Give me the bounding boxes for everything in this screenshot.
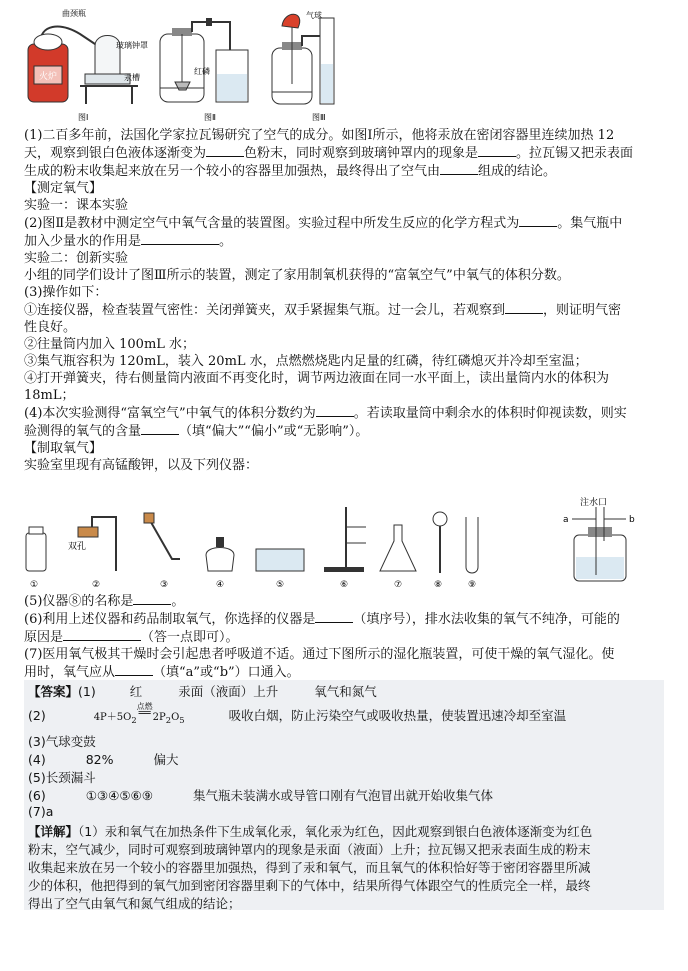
apparatus-number: ① — [30, 580, 39, 590]
detail-line-5: 得出了空气由氧气和氮气组成的结论； — [28, 896, 241, 911]
answer-1-value-1: 红 — [129, 684, 143, 699]
q1-line-1: (1)二百多年前，法国化学家拉瓦锡研究了空气的成分。如图Ⅰ所示，他将汞放在密闭容器里连续加热 12 — [24, 128, 615, 143]
fig1-caption: 图Ⅰ — [78, 113, 89, 122]
chemical-equation: $4P+5O_2$ 点燃 ══ $2P_2O_5$ — [93, 702, 185, 725]
label-double-hole: 双孔 — [68, 542, 87, 552]
answer-row-7: (7)a — [28, 804, 54, 819]
fig3-label-balloon: 气球 — [306, 11, 322, 20]
q2-line-1: (2)图Ⅱ是教材中测定空气中氧气含量的装置图。实验过程中所发生反应的化学方程式为 。集气瓶中 — [24, 216, 623, 231]
apparatus-3-tube — [144, 513, 180, 559]
fig2-label-phosphorus: 红磷 — [194, 67, 210, 76]
step-4-line-2: 18mL； — [24, 388, 75, 403]
apparatus-number: ⑦ — [394, 580, 403, 590]
step-3: ③集气瓶容积为 120mL，装入 20mL 水，点燃燃烧匙内足量的红磷，待红磷熄灭并冷却至室温； — [24, 354, 588, 369]
answer-label: 【答案】 — [28, 684, 79, 699]
make-intro: 实验室里现有高锰酸钾，以及下列仪器： — [24, 458, 259, 473]
q4-line-2: 验测得的氧气的含量 （填“偏大”“偏小”或“无影响”）。 — [24, 424, 369, 439]
section-measure-heading: 【测定氧气】 — [24, 181, 103, 196]
apparatus-numbers — [30, 580, 476, 590]
apparatus-number: ② — [92, 580, 101, 590]
answer-row-3: (3)气球变鼓 — [28, 734, 96, 749]
exp2-intro: 小组的同学们设计了图Ⅲ所示的装置，测定了家用制氧机获得的“富氧空气”中氧气的体积分数。 — [24, 268, 570, 283]
answer-blank[interactable] — [63, 628, 141, 641]
answer-blank[interactable] — [141, 232, 219, 245]
answer-blank[interactable] — [505, 301, 543, 314]
step-1-line-2: 性良好。 — [24, 320, 77, 335]
question-block-1 — [24, 127, 664, 474]
fig1-label-flask: 曲颈瓶 — [62, 9, 86, 18]
figures-row — [20, 4, 680, 124]
fig3-caption: 图Ⅲ — [312, 113, 326, 122]
q6-line-1: (6)利用上述仪器和药品制取氧气，你选择的仪器是 （填序号），排水法收集的氧气不纯净，可能的 — [24, 612, 620, 627]
fig1-label-trough: 汞槽 — [124, 73, 140, 82]
q3-title: (3)操作如下： — [24, 285, 108, 300]
exp1-title: 实验一：课本实验 — [24, 198, 129, 213]
answer-blank[interactable] — [115, 663, 153, 676]
apparatus-9-test-tube — [466, 517, 478, 573]
apparatus-number: ⑤ — [276, 580, 285, 590]
step-1-line-1: ①连接仪器，检查装置气密性：关闭弹簧夹，双手紧握集气瓶。过一会儿，若观察到 ，则证明气密 — [24, 303, 622, 318]
answer-blank[interactable] — [206, 144, 244, 157]
q7-line-2: 用时，氧气应从 （填“a”或“b”）口通入。 — [24, 665, 300, 680]
label-water-inlet: 注水口 — [580, 498, 608, 508]
apparatus-4-lamp — [206, 537, 234, 571]
answer-2-value-2: 吸收白烟，防止污染空气或吸收热量，使装置迅速冷却至室温 — [228, 708, 567, 723]
apparatus-6-stand — [324, 507, 366, 572]
section-make-heading: 【制取氧气】 — [24, 441, 103, 456]
figure-3 — [272, 10, 334, 122]
q7-line-1: (7)医用氧气极其干燥时会引起患者呼吸道不适。通过下图所示的湿化瓶装置，可使干燥的氧气湿化。使 — [24, 647, 615, 662]
apparatus-1-jar — [26, 527, 46, 571]
figure-2 — [160, 18, 248, 122]
figure-1 — [28, 8, 148, 122]
q5-line: (5)仪器⑧的名称是 。 — [24, 594, 185, 609]
answer-blank[interactable] — [133, 592, 171, 605]
answer-row-5: (5)长颈漏斗 — [28, 770, 96, 785]
answer-1-value-3: 氧气和氮气 — [314, 684, 377, 699]
humidifier-bottle — [563, 497, 635, 581]
q1-line-3: 生成的粉末收集起来放在另一个较小的容器里加强热，最终得出了空气由 组成的结论。 — [24, 164, 557, 179]
fig1-furnace-label: 火炉 — [38, 72, 58, 82]
step-2: ②往量筒内加入 100mL 水； — [24, 337, 196, 352]
apparatus-number: ⑨ — [468, 580, 477, 590]
detail-line-2: 粉末，空气减少，同时可观察到玻璃钟罩内的现象是汞面（液面）上升；拉瓦锡又把汞表面生成的粉末 — [28, 842, 591, 857]
q6-line-2: 原因是 （答一点即可）。 — [24, 630, 239, 645]
apparatus-figure — [20, 497, 670, 592]
apparatus-number: ⑥ — [340, 580, 349, 590]
apparatus-7-flask — [380, 525, 416, 571]
apparatus-number: ④ — [216, 580, 225, 590]
answer-blank[interactable] — [440, 162, 478, 175]
answer-blank[interactable] — [141, 422, 179, 435]
apparatus-8-funnel — [433, 512, 447, 573]
answer-row-2: (2) $4P+5O_2$ 点燃 ══ $2P_2O_5$ 吸收白烟，防止污染空气或吸收热量，使装置迅速冷却至室温 — [28, 702, 567, 725]
answer-1-value-2: 汞面（液面）上升 — [178, 684, 279, 699]
q2-line-2: 加入少量水的作用是 。 — [24, 234, 233, 249]
fig2-caption: 图Ⅱ — [204, 113, 216, 122]
label-port-b: b — [629, 515, 635, 525]
answer-section — [24, 680, 664, 910]
q4-line-1: (4)本次实验测得“富氧空气”中氧气的体积分数约为 。若读取量筒中剩余水的体积时仰视读数，则实 — [24, 406, 627, 421]
answer-blank[interactable] — [478, 144, 516, 157]
apparatus-5-trough — [256, 549, 304, 571]
detail-line-3: 收集起来放在另一个较小的容器里加强热，得到了汞和氧气，而且氧气的体积恰好等于密闭容器里所减 — [28, 860, 591, 875]
apparatus-number: ③ — [160, 580, 169, 590]
fig1-label-bell: 玻璃钟罩 — [116, 41, 148, 50]
answer-row-6: (6) ①③④⑤⑥⑨ 集气瓶未装满水或导管口刚有气泡冒出就开始收集气体 — [28, 788, 493, 803]
detail-line-1: 【详解】（1）汞和氧气在加热条件下生成氧化汞，氧化汞为红色，因此观察到银白色液体逐渐变为红色 — [28, 824, 593, 839]
step-4-line-1: ④打开弹簧夹，待右侧量筒内液面不再变化时，调节两边液面在同一水平面上，读出量筒内水的体积为 — [24, 371, 610, 386]
apparatus-2-stopper — [68, 517, 116, 571]
answer-blank[interactable] — [315, 610, 353, 623]
answer-row-4: (4) 82% 偏大 — [28, 752, 179, 767]
q1-line-2: 天，观察到银白色液体逐渐变为 色粉末，同时观察到玻璃钟罩内的现象是 。拉瓦锡又把汞表面 — [24, 146, 634, 161]
answer-blank[interactable] — [519, 214, 557, 227]
question-block-2 — [24, 592, 664, 681]
answer-row-1: 【答案】(1) 红 汞面（液面）上升 氧气和氮气 — [28, 684, 377, 699]
apparatus-number: ⑧ — [434, 580, 443, 590]
exp2-title: 实验二：创新实验 — [24, 251, 129, 266]
detail-line-4: 少的体积，他把得到的氧气加到密闭容器里剩下的气体中，结果所得气体跟空气的性质完全一样，最终 — [28, 878, 591, 893]
answer-blank[interactable] — [316, 404, 354, 417]
label-port-a: a — [563, 515, 569, 525]
